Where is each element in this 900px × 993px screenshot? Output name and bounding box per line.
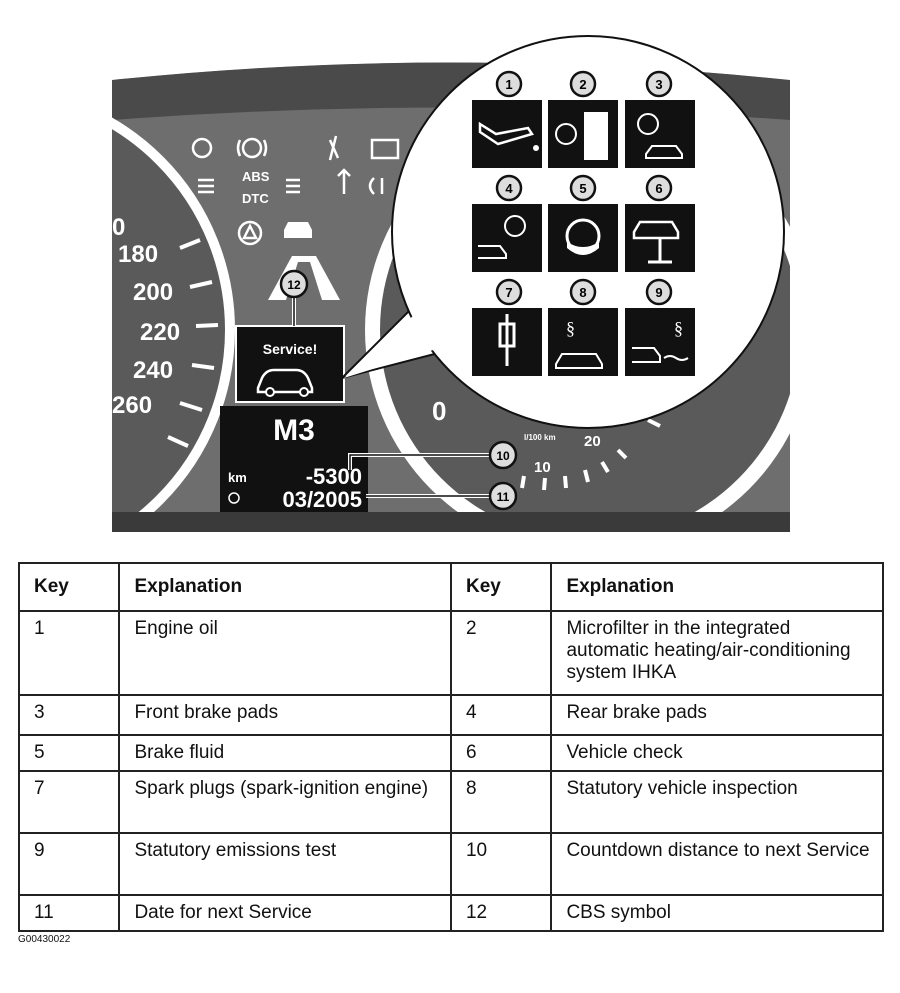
- callout-4: [497, 176, 521, 200]
- explanation-cell: CBS symbol: [551, 895, 883, 931]
- callout-7: [497, 280, 521, 304]
- display-distance-unit: km: [228, 470, 247, 485]
- key-cell: 10: [451, 833, 551, 895]
- explanation-cell: Statutory vehicle inspection: [551, 771, 883, 833]
- svg-text:6: 6: [655, 181, 663, 196]
- key-cell: 2: [451, 611, 551, 695]
- display-distance-value: -5300: [305, 464, 362, 489]
- svg-text:11: 11: [496, 490, 510, 504]
- callout-1: [497, 72, 521, 96]
- explanation-cell: Date for next Service: [119, 895, 451, 931]
- callout-5: [571, 176, 595, 200]
- key-cell: 6: [451, 735, 551, 771]
- callout-2: [571, 72, 595, 96]
- speed-label: 220: [140, 319, 181, 346]
- svg-text:5: 5: [579, 181, 587, 196]
- callout-9: [647, 280, 671, 304]
- table-row: [19, 895, 883, 931]
- explanation-cell: Microfilter in the integrated automatic heating/air-conditioning system IHKA: [551, 611, 883, 695]
- svg-text:8: 8: [579, 285, 587, 300]
- statutory-inspection-icon: [548, 308, 618, 376]
- callout-6: [647, 176, 671, 200]
- explanation-cell: Brake fluid: [119, 735, 451, 771]
- speed-label: 260: [112, 392, 153, 419]
- icon-9-symbol: §: [674, 318, 683, 338]
- callout-3: [647, 72, 671, 96]
- key-cell: 9: [19, 833, 119, 895]
- display-date: 03/2005: [282, 487, 362, 512]
- abs-label: ABS: [242, 169, 270, 184]
- svg-text:7: 7: [505, 285, 513, 300]
- explanation-cell: Countdown distance to next Service: [551, 833, 883, 895]
- svg-text:1: 1: [505, 77, 513, 92]
- emissions-test-icon: [625, 308, 695, 376]
- svg-text:10: 10: [496, 449, 510, 463]
- explanation-cell: Engine oil: [119, 611, 451, 695]
- key-explanation-table: [18, 562, 884, 932]
- svg-text:4: 4: [505, 181, 513, 196]
- key-cell: 1: [19, 611, 119, 695]
- callout-12: [281, 271, 307, 297]
- car-icon: [284, 222, 312, 238]
- icon-8-symbol: §: [566, 318, 575, 338]
- explanation-cell: Front brake pads: [119, 695, 451, 735]
- service-message: Service!: [262, 341, 318, 357]
- key-cell: 11: [19, 895, 119, 931]
- svg-text:2: 2: [579, 77, 587, 92]
- figure-id: G00430022: [18, 934, 71, 945]
- table-row: [19, 771, 883, 833]
- rear-brake-pads-icon: [472, 204, 542, 272]
- column-header-key: Key: [451, 563, 551, 611]
- table-row: [19, 833, 883, 895]
- service-panel: [236, 326, 344, 402]
- callout-11: [490, 483, 516, 509]
- speed-label: 180: [118, 241, 159, 268]
- explanation-cell: Statutory emissions test: [119, 833, 451, 895]
- table-row: [19, 695, 883, 735]
- table-row: [19, 735, 883, 771]
- table-header-row: [19, 563, 883, 611]
- svg-text:12: 12: [287, 278, 301, 292]
- column-header-explanation: Explanation: [551, 563, 883, 611]
- key-cell: 3: [19, 695, 119, 735]
- fuel-label-20: 20: [584, 433, 601, 450]
- speed-label: 240: [133, 357, 174, 384]
- key-cell: 4: [451, 695, 551, 735]
- column-header-key: Key: [19, 563, 119, 611]
- explanation-cell: Spark plugs (spark-ignition engine): [119, 771, 451, 833]
- explanation-cell: Rear brake pads: [551, 695, 883, 735]
- cbs-icon-grid: [472, 100, 695, 376]
- brake-fluid-icon: [548, 204, 618, 272]
- speed-label: 0: [112, 214, 126, 241]
- right-dial-zero: 0: [432, 396, 447, 426]
- key-cell: 5: [19, 735, 119, 771]
- table-row: [19, 611, 883, 695]
- explanation-cell: Vehicle check: [551, 735, 883, 771]
- callout-8: [571, 280, 595, 304]
- key-cell: 7: [19, 771, 119, 833]
- fuel-unit: l/100 km: [524, 433, 556, 442]
- svg-text:9: 9: [655, 285, 663, 300]
- svg-text:3: 3: [655, 77, 663, 92]
- speed-label: 200: [133, 279, 174, 306]
- callout-10: [490, 442, 516, 468]
- dtc-label: DTC: [242, 191, 269, 206]
- key-cell: 8: [451, 771, 551, 833]
- column-header-explanation: Explanation: [119, 563, 451, 611]
- fuel-label-10: 10: [534, 459, 551, 476]
- display-model: M3: [273, 414, 315, 447]
- key-cell: 12: [451, 895, 551, 931]
